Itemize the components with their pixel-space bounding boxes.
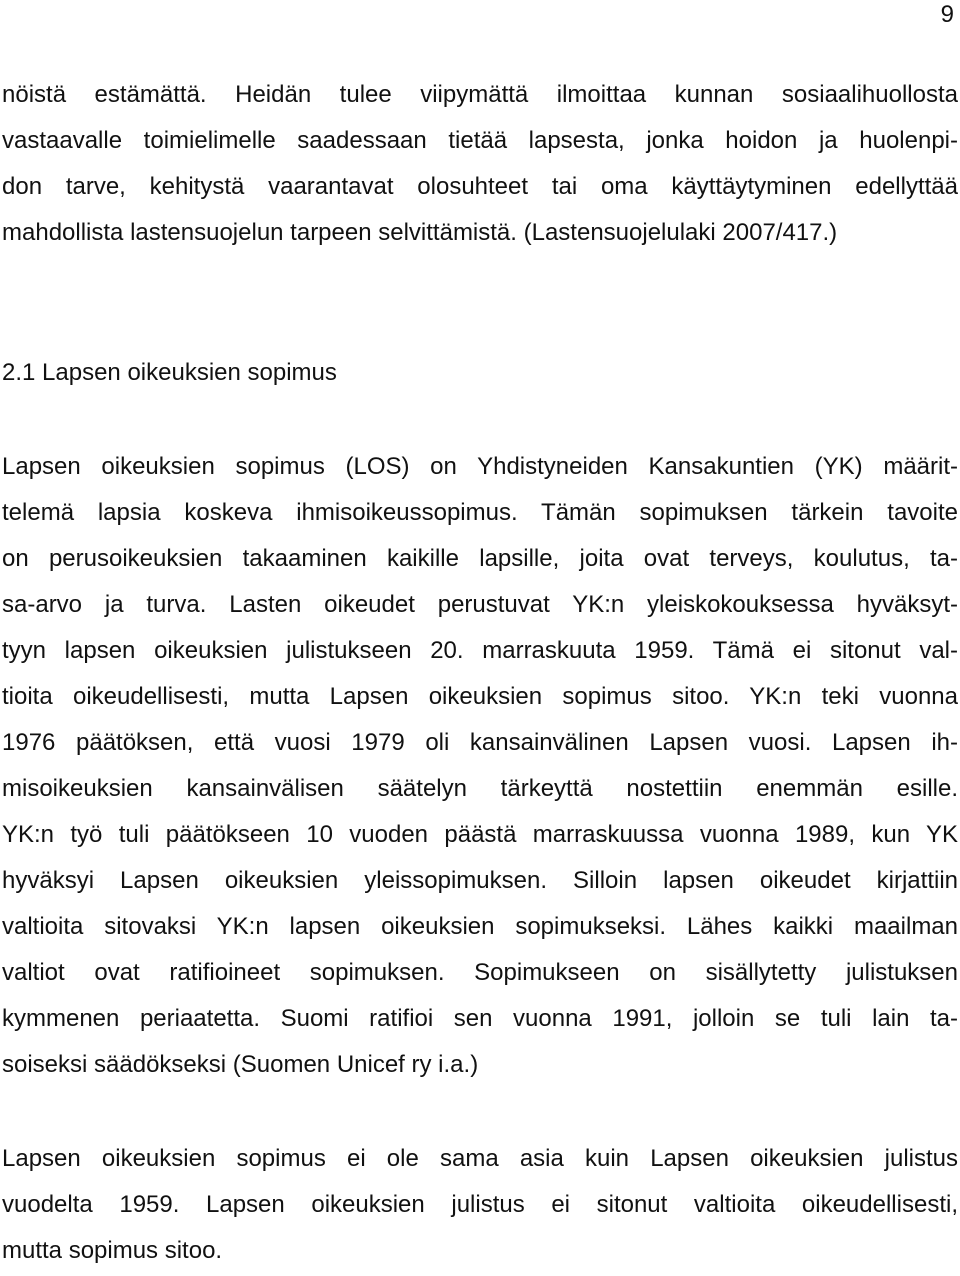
text-line: 1976 päätöksen, että vuosi 1979 oli kansainvälinen Lapsen vuosi. Lapsen ih- <box>2 729 958 756</box>
text-line: YK:n työ tuli päätökseen 10 vuoden päästä marraskuussa vuonna 1989, kun YK <box>2 821 958 848</box>
text-line: mutta sopimus sitoo. <box>2 1237 223 1264</box>
text-line: sa-arvo ja turva. Lasten oikeudet perustuvat YK:n yleiskokouksessa hyväksyt- <box>2 591 958 618</box>
page-number: 9 <box>940 1 954 28</box>
text-line: kymmenen periaatetta. Suomi ratifioi sen vuonna 1991, jolloin se tuli lain ta- <box>2 1005 958 1032</box>
text-line: on perusoikeuksien takaaminen kaikille lapsille, joita ovat terveys, koulutus, ta- <box>2 545 958 572</box>
text-line: Lapsen oikeuksien sopimus (LOS) on Yhdistyneiden Kansakuntien (YK) määrit- <box>2 453 958 480</box>
text-line: hyväksyi Lapsen oikeuksien yleissopimuksen. Silloin lapsen oikeudet kirjattiin <box>2 867 958 894</box>
text-line: vastaavalle toimielimelle saadessaan tietää lapsesta, jonka hoidon ja huolenpi- <box>2 127 958 154</box>
text-line: misoikeuksien kansainvälisen säätelyn tärkeyttä nostettiin enemmän esille. <box>2 775 958 802</box>
text-line: tioita oikeudellisesti, mutta Lapsen oikeuksien sopimus sitoo. YK:n teki vuonna <box>2 683 958 710</box>
text-line: tyyn lapsen oikeuksien julistukseen 20. marraskuuta 1959. Tämä ei sitonut val- <box>2 637 958 664</box>
text-line: mahdollista lastensuojelun tarpeen selvittämistä. (Lastensuojelulaki 2007/417.) <box>2 219 838 246</box>
text-line: soiseksi säädökseksi (Suomen Unicef ry i.a.) <box>2 1051 479 1078</box>
text-line: valtioita sitovaksi YK:n lapsen oikeuksien sopimukseksi. Lähes kaikki maailman <box>2 913 958 940</box>
text-line: don tarve, kehitystä vaarantavat olosuhteet tai oma käyttäytyminen edellyttää <box>2 173 958 200</box>
text-line: vuodelta 1959. Lapsen oikeuksien julistus ei sitonut valtioita oikeudellisesti, <box>2 1191 958 1218</box>
text-line: telemä lapsia koskeva ihmisoikeussopimus. Tämän sopimuksen tärkein tavoite <box>2 499 958 526</box>
text-line: valtiot ovat ratifioineet sopimuksen. Sopimukseen on sisällytetty julistuksen <box>2 959 958 986</box>
text-line: Lapsen oikeuksien sopimus ei ole sama asia kuin Lapsen oikeuksien julistus <box>2 1145 958 1172</box>
section-heading: 2.1 Lapsen oikeuksien sopimus <box>2 359 337 386</box>
text-line: nöistä estämättä. Heidän tulee viipymättä ilmoittaa kunnan sosiaalihuollosta <box>2 81 958 108</box>
